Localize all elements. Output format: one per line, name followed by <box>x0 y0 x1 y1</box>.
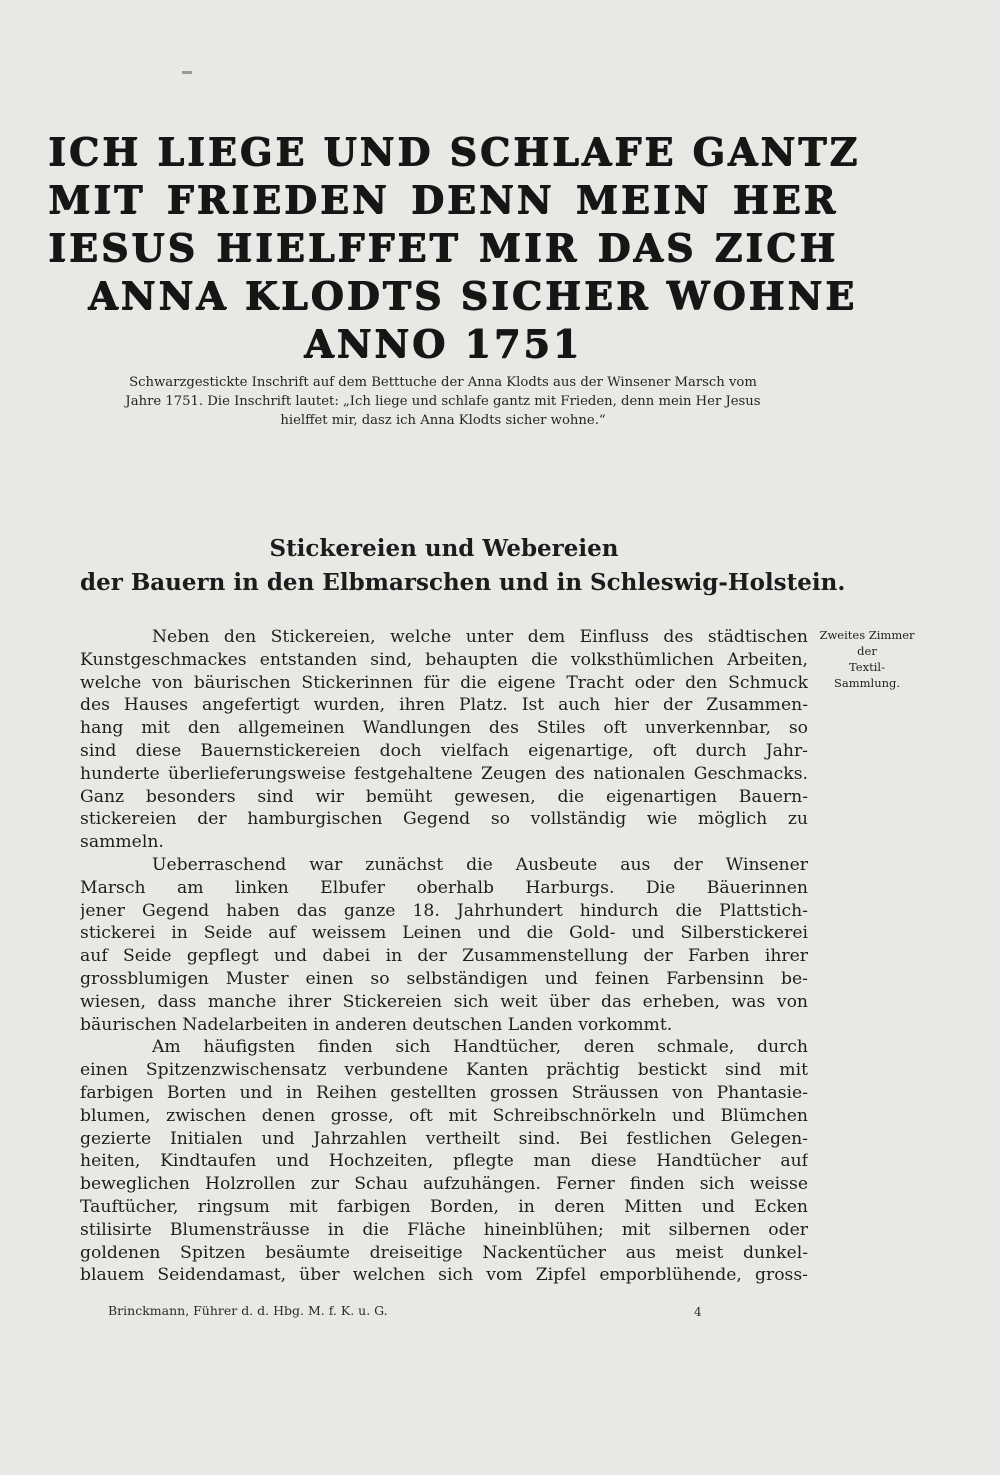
body-line: stickerei in Seide auf weissem Leinen und die Gold- und Silberstickerei <box>80 923 808 944</box>
margin-note <box>812 627 922 691</box>
body-line: jener Gegend haben das ganze 18. Jahrhundert hindurch die Plattstich- <box>80 900 808 921</box>
body-line: goldenen Spitzen besäumte dreiseitige Nackentücher aus meist dunkel- <box>80 1242 808 1263</box>
body-line: Marsch am linken Elbufer oberhalb Harburgs. Die Bäuerinnen <box>80 877 808 898</box>
print-speck <box>182 71 192 74</box>
margin-note-line: der <box>857 644 877 658</box>
margin-note-line: Zweites Zimmer <box>819 628 915 642</box>
body-line: des Hauses angefertigt wurden, ihren Platz. Ist auch hier der Zusammen- <box>80 695 808 716</box>
body-line: beweglichen Holzrollen zur Schau aufzuhängen. Ferner finden sich weisse <box>80 1174 808 1195</box>
heading-line-1: Stickereien und Webereien <box>269 535 619 562</box>
body-line: Am häufigsten finden sich Handtücher, deren schmale, durch <box>152 1037 808 1058</box>
inscription-line-1: ICH LIEGE UND SCHLAFE GANTZ <box>48 129 860 174</box>
caption-line: hielffet mir, dasz ich Anna Klodts sicher wohne.“ <box>280 413 606 428</box>
body-line: gezierte Initialen und Jahrzahlen vertheilt sind. Bei festlichen Gelegen- <box>80 1128 808 1149</box>
inscription-line-5: ANNO 1751 <box>303 321 583 366</box>
body-line: bäurischen Nadelarbeiten in anderen deutschen Landen vorkommt. <box>80 1014 673 1035</box>
body-line: stickereien der hamburgischen Gegend so vollständig wie möglich zu <box>80 809 808 830</box>
body-line: heiten, Kindtaufen und Hochzeiten, pflegte man diese Handtücher auf <box>80 1151 808 1172</box>
body-line: auf Seide gepflegt und dabei in der Zusammenstellung der Farben ihrer <box>80 946 808 967</box>
margin-note-line: Textil- <box>849 660 885 674</box>
section-heading <box>80 532 846 600</box>
body-line: Tauftücher, ringsum mit farbigen Borden, in deren Mitten und Ecken <box>80 1196 808 1217</box>
page-number: 4 <box>694 1305 702 1319</box>
body-line: sammeln. <box>80 832 164 853</box>
footer-signature: Brinckmann, Führer d. d. Hbg. M. f. K. u. G. <box>108 1303 388 1318</box>
body-line: einen Spitzenzwischensatz verbundene Kanten prächtig bestickt sind mit <box>80 1060 808 1081</box>
body-line: blauem Seidendamast, über welchen sich vom Zipfel emporblühende, gross- <box>80 1265 808 1286</box>
body-line: grossblumigen Muster einen so selbständigen und feinen Farbensinn be- <box>80 968 808 989</box>
body-line: blumen, zwischen denen grosse, oft mit Schreibschnörkeln und Blümchen <box>80 1105 808 1126</box>
margin-note-line: Sammlung. <box>833 676 901 690</box>
body-line: wiesen, dass manche ihrer Stickereien sich weit über das erheben, was von <box>80 991 808 1012</box>
body-line: farbigen Borten und in Reihen gestellten grossen Sträussen von Phantasie- <box>80 1082 808 1103</box>
inscription-line-4: ANNA KLODTS SICHER WOHNE <box>88 273 857 318</box>
caption-line: Jahre 1751. Die Inschrift lautet: „Ich liege und schlafe gantz mit Frieden, denn mein Her Jesus <box>125 394 761 409</box>
heading-line-2: der Bauern in den Elbmarschen und in Schleswig-Holstein. <box>80 569 846 596</box>
inscription-line-2: MIT FRIEDEN DENN MEIN HER <box>48 177 838 222</box>
body-line: stilisirte Blumensträusse in die Fläche hineinblühen; mit silbernen oder <box>80 1219 808 1240</box>
body-line: sind diese Bauernstickereien doch vielfach eigenartige, oft durch Jahr- <box>80 740 808 761</box>
inscription-line-3: IESUS HIELFFET MIR DAS ZICH <box>48 225 838 270</box>
body-line: Neben den Stickereien, welche unter dem Einfluss des städtischen <box>152 627 808 647</box>
figure-caption <box>78 373 808 430</box>
body-line: Ueberraschend war zunächst die Ausbeute aus der Winsener <box>152 854 808 875</box>
body-line: welche von bäurischen Stickerinnen für die eigene Tracht oder den Schmuck <box>80 672 808 693</box>
body-line: Kunstgeschmackes entstanden sind, behaupten die volksthümlichen Arbeiten, <box>80 649 808 670</box>
body-line: hang mit den allgemeinen Wandlungen des Stiles oft unverkennbar, so <box>80 718 808 739</box>
body-line: Ganz besonders sind wir bemüht gewesen, die eigenartigen Bauern- <box>80 786 808 807</box>
body-line: hunderte überlieferungsweise festgehaltene Zeugen des nationalen Geschmacks. <box>80 763 808 784</box>
embroidered-inscription <box>48 128 860 368</box>
caption-line: Schwarzgestickte Inschrift auf dem Betttuche der Anna Klodts aus der Winsener Marsch vom <box>129 375 757 390</box>
body-text <box>80 626 808 1287</box>
